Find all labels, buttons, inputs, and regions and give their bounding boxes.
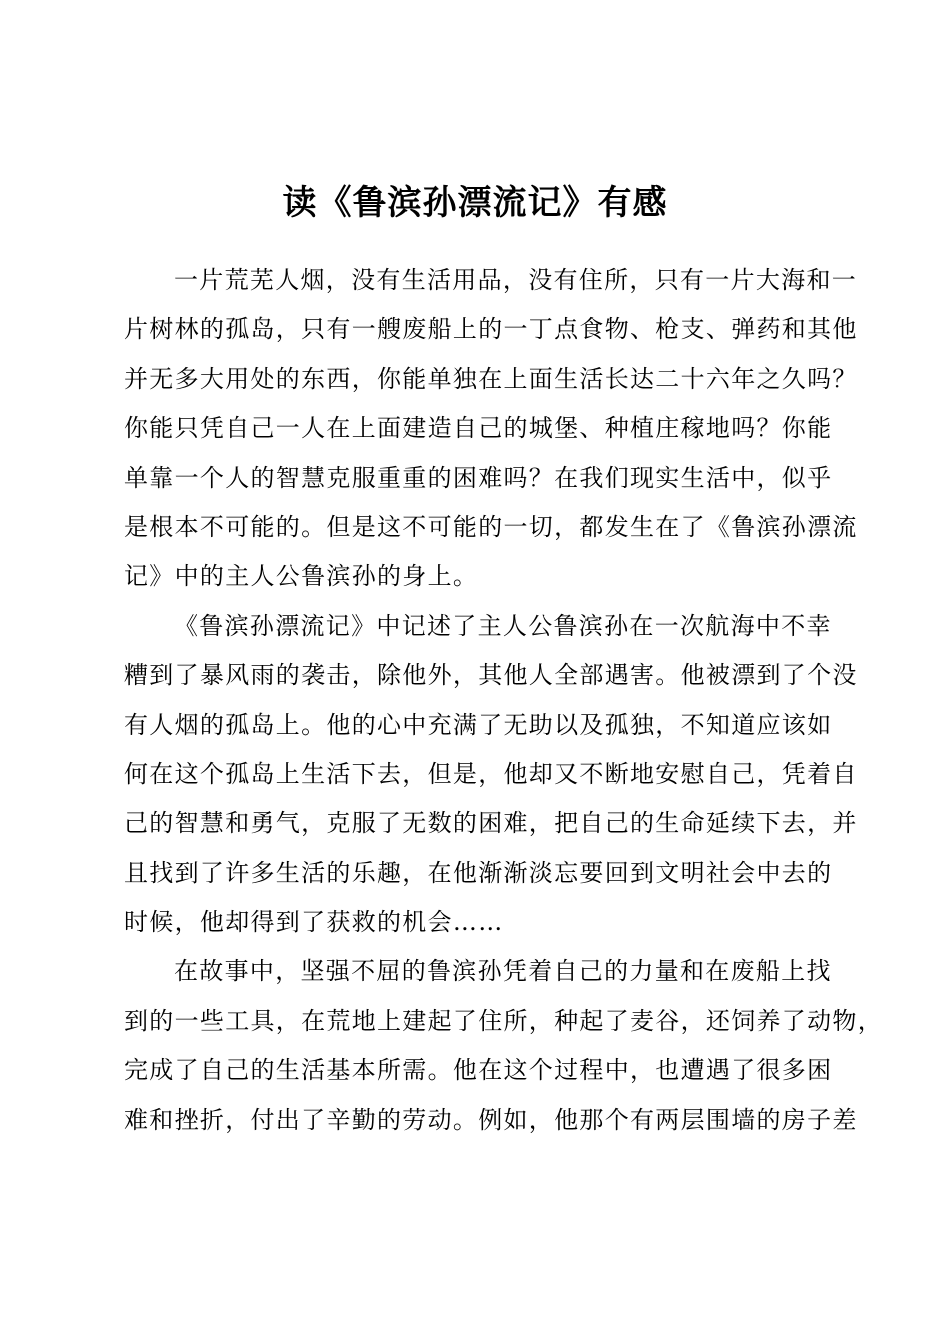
text-line: 且找到了许多生活的乐趣，在他渐渐淡忘要回到文明社会中去的: [124, 858, 833, 887]
text-line: 你能只凭自己一人在上面建造自己的城堡、种植庄稼地吗？你能: [124, 414, 833, 443]
text-line: 难和挫折，付出了辛勤的劳动。例如，他那个有两层围墙的房子差: [124, 1105, 858, 1134]
text-line: 在故事中，坚强不屈的鲁滨孙凭着自己的力量和在废船上找: [174, 957, 832, 986]
document-body: [124, 256, 883, 1145]
text-line: 到的一些工具，在荒地上建起了住所，种起了麦谷，还饲养了动物，: [124, 1006, 883, 1035]
text-line: 片树林的孤岛，只有一艘废船上的一丁点食物、枪支、弹药和其他: [124, 315, 858, 344]
text-line: 糟到了暴风雨的袭击，除他外，其他人全部遇害。他被漂到了个没: [124, 661, 858, 690]
text-line: 有人烟的孤岛上。他的心中充满了无助以及孤独，不知道应该如: [124, 710, 833, 739]
text-line: 时候，他却得到了获救的机会……: [124, 908, 504, 937]
text-line: 一片荒芜人烟，没有生活用品，没有住所，只有一片大海和一: [174, 266, 858, 294]
text-line: 己的智慧和勇气，克服了无数的困难，把自己的生命延续下去，并: [124, 809, 858, 838]
text-line: 并无多大用处的东西，你能单独在上面生活长达二十六年之久吗？: [124, 364, 858, 393]
text-line: 完成了自己的生活基本所需。他在这个过程中，也遭遇了很多困: [124, 1056, 833, 1085]
text-line: 记》中的主人公鲁滨孙的身上。: [124, 562, 479, 591]
text-line: 《鲁滨孙漂流记》中记述了主人公鲁滨孙在一次航海中不幸: [174, 611, 832, 640]
text-line: 是根本不可能的。但是这不可能的一切，都发生在了《鲁滨孙漂流: [124, 512, 858, 541]
text-line: 何在这个孤岛上生活下去，但是，他却又不断地安慰自己，凭着自: [124, 759, 858, 788]
document-title: 读《鲁滨孙漂流记》有感: [282, 183, 668, 223]
text-line: 单靠一个人的智慧克服重重的困难吗？在我们现实生活中，似乎: [124, 463, 833, 492]
